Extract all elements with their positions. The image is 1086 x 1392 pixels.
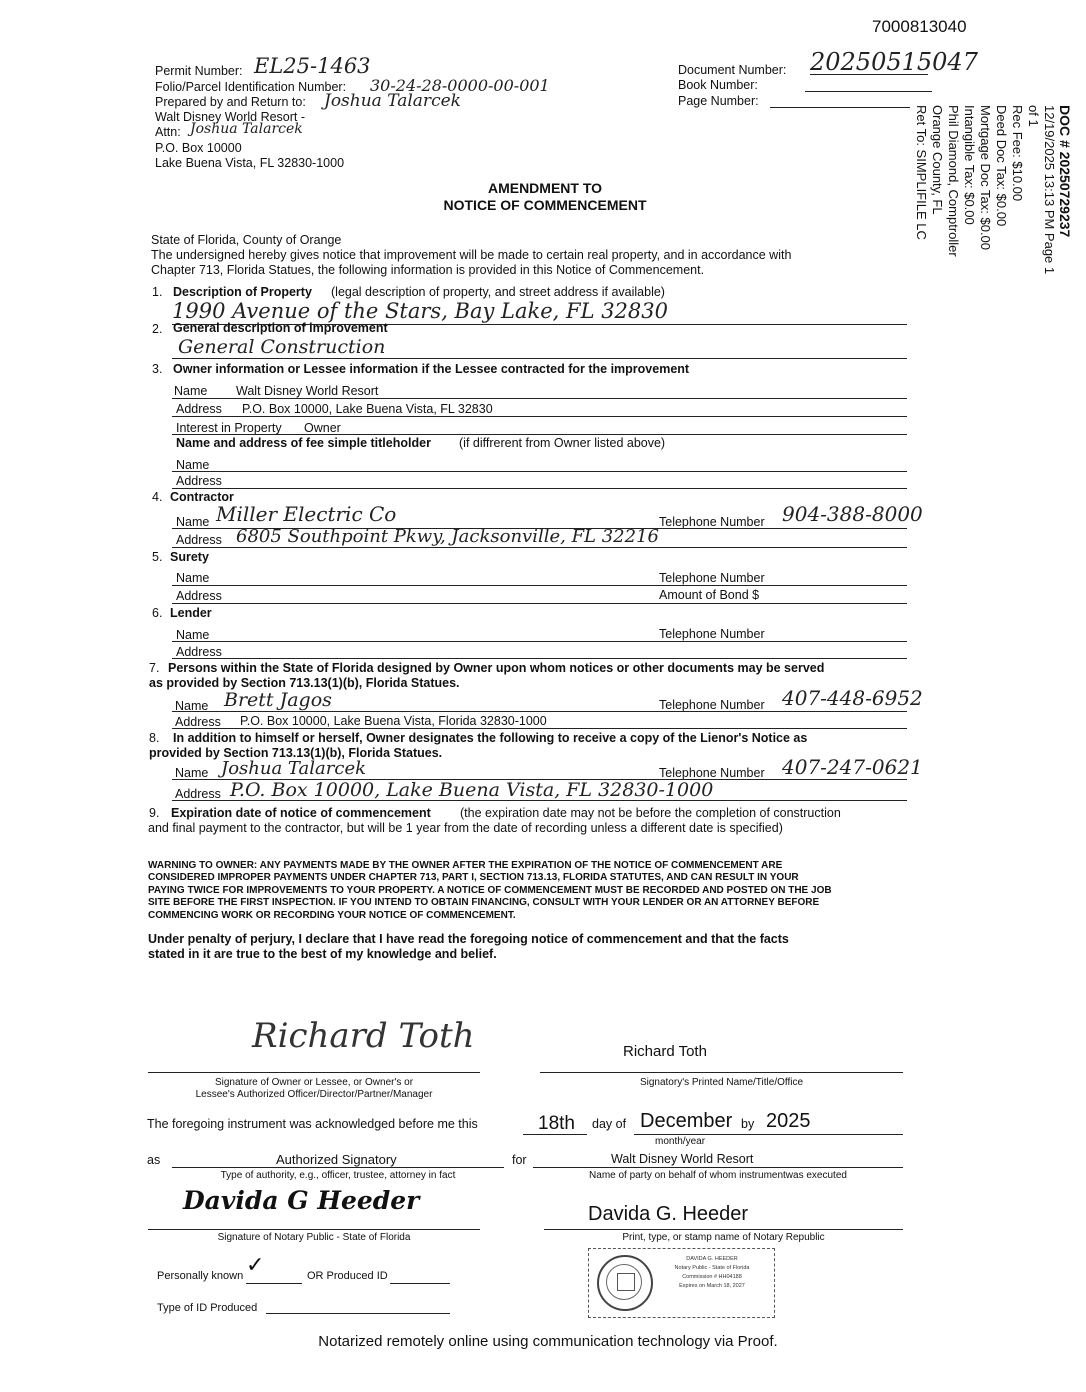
lienor-address: P.O. Box 10000, Lake Buena Vista, FL 32830-1000	[230, 779, 714, 801]
warning-line-5: COMMENCING WORK OR RECORDING YOUR NOTICE OF COMMENCEMENT.	[148, 909, 516, 921]
stamp-deed-tax: Deed Doc Tax: $0.00	[994, 105, 1009, 227]
lender-phone-label: Telephone Number	[659, 627, 765, 641]
seal-line-4: Expires on March 18, 2027	[679, 1283, 745, 1289]
lienor-address-label: Address	[175, 787, 221, 801]
surety-name-label: Name	[176, 571, 210, 585]
section-8-line-2: provided by Section 713.13(1)(b), Florida Statues.	[149, 746, 443, 760]
prepared-label: Prepared by and Return to:	[155, 95, 306, 109]
fee-holder-name-label: Name	[176, 458, 210, 472]
acknowledgment-year: 2025	[766, 1110, 811, 1132]
owner-printed-name-caption: Signatory's Printed Name/Title/Office	[639, 1077, 804, 1088]
attn-label: Attn:	[155, 125, 181, 139]
contractor-address-label: Address	[176, 533, 222, 547]
authority-caption: Type of authority, e.g., officer, trustee, attorney in fact	[220, 1170, 456, 1181]
fee-holder-label: Name and address of fee simple titleholder	[176, 436, 431, 450]
contractor-name: Miller Electric Co	[216, 502, 397, 526]
agent-name: Brett Jagos	[224, 689, 332, 711]
section-1-label: Description of Property	[173, 285, 312, 299]
contractor-phone-label: Telephone Number	[659, 515, 765, 529]
lienor-name: Joshua Talarcek	[221, 758, 367, 779]
title-line-1: AMENDMENT TO	[487, 180, 603, 196]
prepared-value: Joshua Talarcek	[324, 91, 461, 111]
warning-line-1: WARNING TO OWNER: ANY PAYMENTS MADE BY THE OWNER AFTER THE EXPIRATION OF THE NOTICE OF COMMENCEMENT ARE	[148, 860, 783, 871]
bond-amount-label: Amount of Bond $	[659, 588, 760, 602]
seal-line-3: Commission # HH04188	[682, 1274, 742, 1280]
section-2-number: 2.	[152, 322, 163, 336]
agent-address-label: Address	[175, 715, 221, 729]
property-description: 1990 Avenue of the Stars, Bay Lake, FL 32830	[172, 299, 669, 323]
owner-name: Walt Disney World Resort	[236, 384, 379, 398]
lender-address-label: Address	[176, 645, 222, 659]
section-6-number: 6.	[152, 606, 163, 620]
title-line-2: NOTICE OF COMMENCEMENT	[443, 197, 647, 213]
warning-line-2: CONSIDERED IMPROPER PAYMENTS UNDER CHAPTER 713, PART I, SECTION 713.13, FLORIDA STATUTES, AND CAN RESULT IN YOUR	[148, 872, 799, 884]
stamp-comptroller: Phil Diamond, Comptroller	[946, 105, 961, 257]
notary-seal	[588, 1248, 775, 1318]
lender-name-label: Name	[176, 628, 210, 642]
perjury-line-1: Under penalty of perjury, I declare that I have read the foregoing notice of commencement and that the facts	[148, 932, 789, 946]
agent-phone-label: Telephone Number	[659, 698, 765, 712]
notary-printed-name: Davida G. Heeder	[588, 1203, 749, 1225]
id-type-label: Type of ID Produced	[157, 1302, 258, 1314]
seal-line-2: Notary Public - State of Florida	[674, 1265, 750, 1271]
contractor-name-label: Name	[176, 515, 210, 529]
section-9-line-2: and final payment to the contractor, but will be 1 year from the date of recording unless a different date is specified)	[148, 821, 783, 835]
notary-signature: Davida G Heeder	[183, 1186, 420, 1215]
lienor-phone: 407-247-0621	[782, 755, 923, 779]
improvement-description: General Construction	[178, 336, 386, 358]
section-9-label: Expiration date of notice of commencement	[171, 806, 431, 820]
lienor-phone-label: Telephone Number	[659, 766, 765, 780]
section-3-label: Owner information or Lessee information if the Lessee contracted for the improvement	[173, 362, 690, 376]
section-5-number: 5.	[152, 550, 163, 564]
section-9-number: 9.	[149, 806, 160, 820]
folio-label: Folio/Parcel Identification Number:	[155, 80, 347, 94]
owner-name-label: Name	[174, 384, 208, 398]
personally-known-checkmark[interactable]: ✓	[246, 1252, 265, 1277]
produced-id-label: OR Produced ID	[307, 1270, 388, 1282]
page-label: Page Number:	[678, 94, 759, 108]
section-5-label: Surety	[170, 550, 209, 564]
day-of-label: day of	[592, 1117, 627, 1131]
document-id: 7000813040	[872, 17, 967, 36]
section-8-number: 8.	[149, 731, 160, 745]
warning-line-3: PAYING TWICE FOR IMPROVEMENTS TO YOUR PROPERTY. A NOTICE OF COMMENCEMENT MUST BE RECORDED AND POSTED ON THE JOB	[148, 884, 832, 896]
acknowledgment-day: 18th	[538, 1113, 575, 1134]
agent-phone: 407-448-6952	[782, 686, 923, 710]
owner-signature-caption-2: Lessee's Authorized Officer/Director/Partner/Manager	[195, 1089, 433, 1100]
intro-line-2: Chapter 713, Florida Statues, the following information is provided in this Notice of Commencement.	[151, 263, 705, 277]
doc-number-value: 20250515047	[810, 48, 978, 76]
perjury-line-2: stated in it are true to the best of my knowledge and belief.	[148, 947, 497, 961]
surety-phone-label: Telephone Number	[659, 571, 765, 585]
fee-holder-note: (if diffrerent from Owner listed above)	[459, 436, 666, 450]
stamp-intangible-tax: Intangible Tax: $0.00	[962, 105, 977, 225]
for-label: for	[512, 1153, 527, 1167]
section-3-number: 3.	[152, 362, 163, 376]
doc-number-label: Document Number:	[678, 63, 787, 77]
party-name: Walt Disney World Resort	[611, 1152, 754, 1166]
agent-name-label: Name	[175, 699, 209, 713]
section-4-label: Contractor	[170, 490, 234, 504]
month-year-caption: month/year	[655, 1136, 706, 1147]
org-name: Walt Disney World Resort -	[155, 110, 306, 124]
stamp-mortgage-tax: Mortgage Doc Tax: $0.00	[978, 105, 993, 251]
authority-type: Authorized Signatory	[276, 1152, 397, 1167]
notary-signature-caption: Signature of Notary Public - State of Florida	[217, 1232, 411, 1243]
section-4-number: 4.	[152, 490, 163, 504]
acknowledgment-month: December	[640, 1110, 733, 1132]
permit-number-label: Permit Number:	[155, 64, 243, 78]
contractor-address: 6805 Southpoint Pkwy, Jacksonville, FL 32216	[236, 526, 659, 547]
owner-printed-name: Richard Toth	[623, 1043, 707, 1060]
intro-state: State of Florida, County of Orange	[151, 233, 342, 247]
party-caption: Name of party on behalf of whom instrumentwas executed	[589, 1170, 847, 1181]
footer-note: Notarized remotely online using communication technology via Proof.	[318, 1333, 778, 1350]
section-7-line-2: as provided by Section 713.13(1)(b), Florida Statues.	[149, 676, 460, 690]
seal-name: DAVIDA G. HEEDER	[686, 1256, 738, 1262]
warning-block	[148, 860, 832, 922]
folio-value: 30-24-28-0000-00-001	[370, 76, 550, 95]
owner-signature-caption-1: Signature of Owner or Lessee, or Owner's or	[214, 1077, 414, 1088]
section-8-line-1: In addition to himself or herself, Owner designates the following to receive a copy of the Lienor's Notice as	[173, 731, 808, 745]
stamp-of: of 1	[1026, 105, 1041, 127]
section-7-line-1: Persons within the State of Florida designed by Owner upon whom notices or other documents may be served	[168, 661, 825, 675]
lienor-name-label: Name	[175, 766, 209, 780]
stamp-ret-to: Ret To: SIMPLIFILE LC	[914, 105, 929, 240]
section-6-label: Lender	[170, 606, 212, 620]
stamp-county: Orange County, FL	[930, 105, 945, 215]
contractor-phone: 904-388-8000	[782, 502, 923, 526]
stamp-doc: DOC # 20250729237	[1057, 105, 1073, 238]
section-2-label: General description of improvement	[173, 321, 388, 335]
notary-seal-emblem	[597, 1255, 653, 1311]
city-line: Lake Buena Vista, FL 32830-1000	[155, 156, 345, 170]
stamp-rec-fee: Rec Fee: $10.00	[1010, 105, 1025, 202]
section-7-number: 7.	[149, 661, 160, 675]
fee-holder-address-label: Address	[176, 474, 222, 488]
personally-known-label: Personally known	[157, 1270, 244, 1282]
acknowledgment-by: by	[741, 1117, 755, 1131]
section-1-number: 1.	[152, 285, 163, 299]
interest-value: Owner	[304, 421, 341, 435]
intro-line-1: The undersigned hereby gives notice that improvement will be made to certain real property, and in accordance with	[151, 248, 792, 262]
book-label: Book Number:	[678, 78, 758, 92]
permit-number-value: EL25-1463	[254, 54, 371, 78]
as-label: as	[147, 1153, 161, 1167]
interest-label: Interest in Property	[176, 421, 282, 435]
owner-address-label: Address	[176, 402, 222, 416]
attn-value: Joshua Talarcek	[190, 121, 303, 137]
acknowledgment-lead: The foregoing instrument was acknowledged before me this	[147, 1117, 478, 1131]
section-9-note: (the expiration date may not be before the completion of construction	[460, 806, 841, 820]
section-1-note: (legal description of property, and street address if available)	[331, 285, 665, 299]
po-box: P.O. Box 10000	[155, 141, 242, 155]
surety-address-label: Address	[176, 589, 222, 603]
warning-line-4: SITE BEFORE THE FIRST INSPECTION. IF YOU INTEND TO OBTAIN FINANCING, CONSULT WITH YOUR LENDER OR AN ATTORNEY BEFORE	[148, 897, 820, 909]
agent-address: P.O. Box 10000, Lake Buena Vista, Florida 32830-1000	[240, 714, 547, 728]
notary-name-caption: Print, type, or stamp name of Notary Republic	[622, 1232, 825, 1243]
stamp-date: 12/19/2025 13:13 PM Page 1	[1042, 105, 1057, 275]
owner-signature: Richard Toth	[252, 1016, 475, 1056]
owner-address: P.O. Box 10000, Lake Buena Vista, FL 32830	[242, 402, 493, 416]
